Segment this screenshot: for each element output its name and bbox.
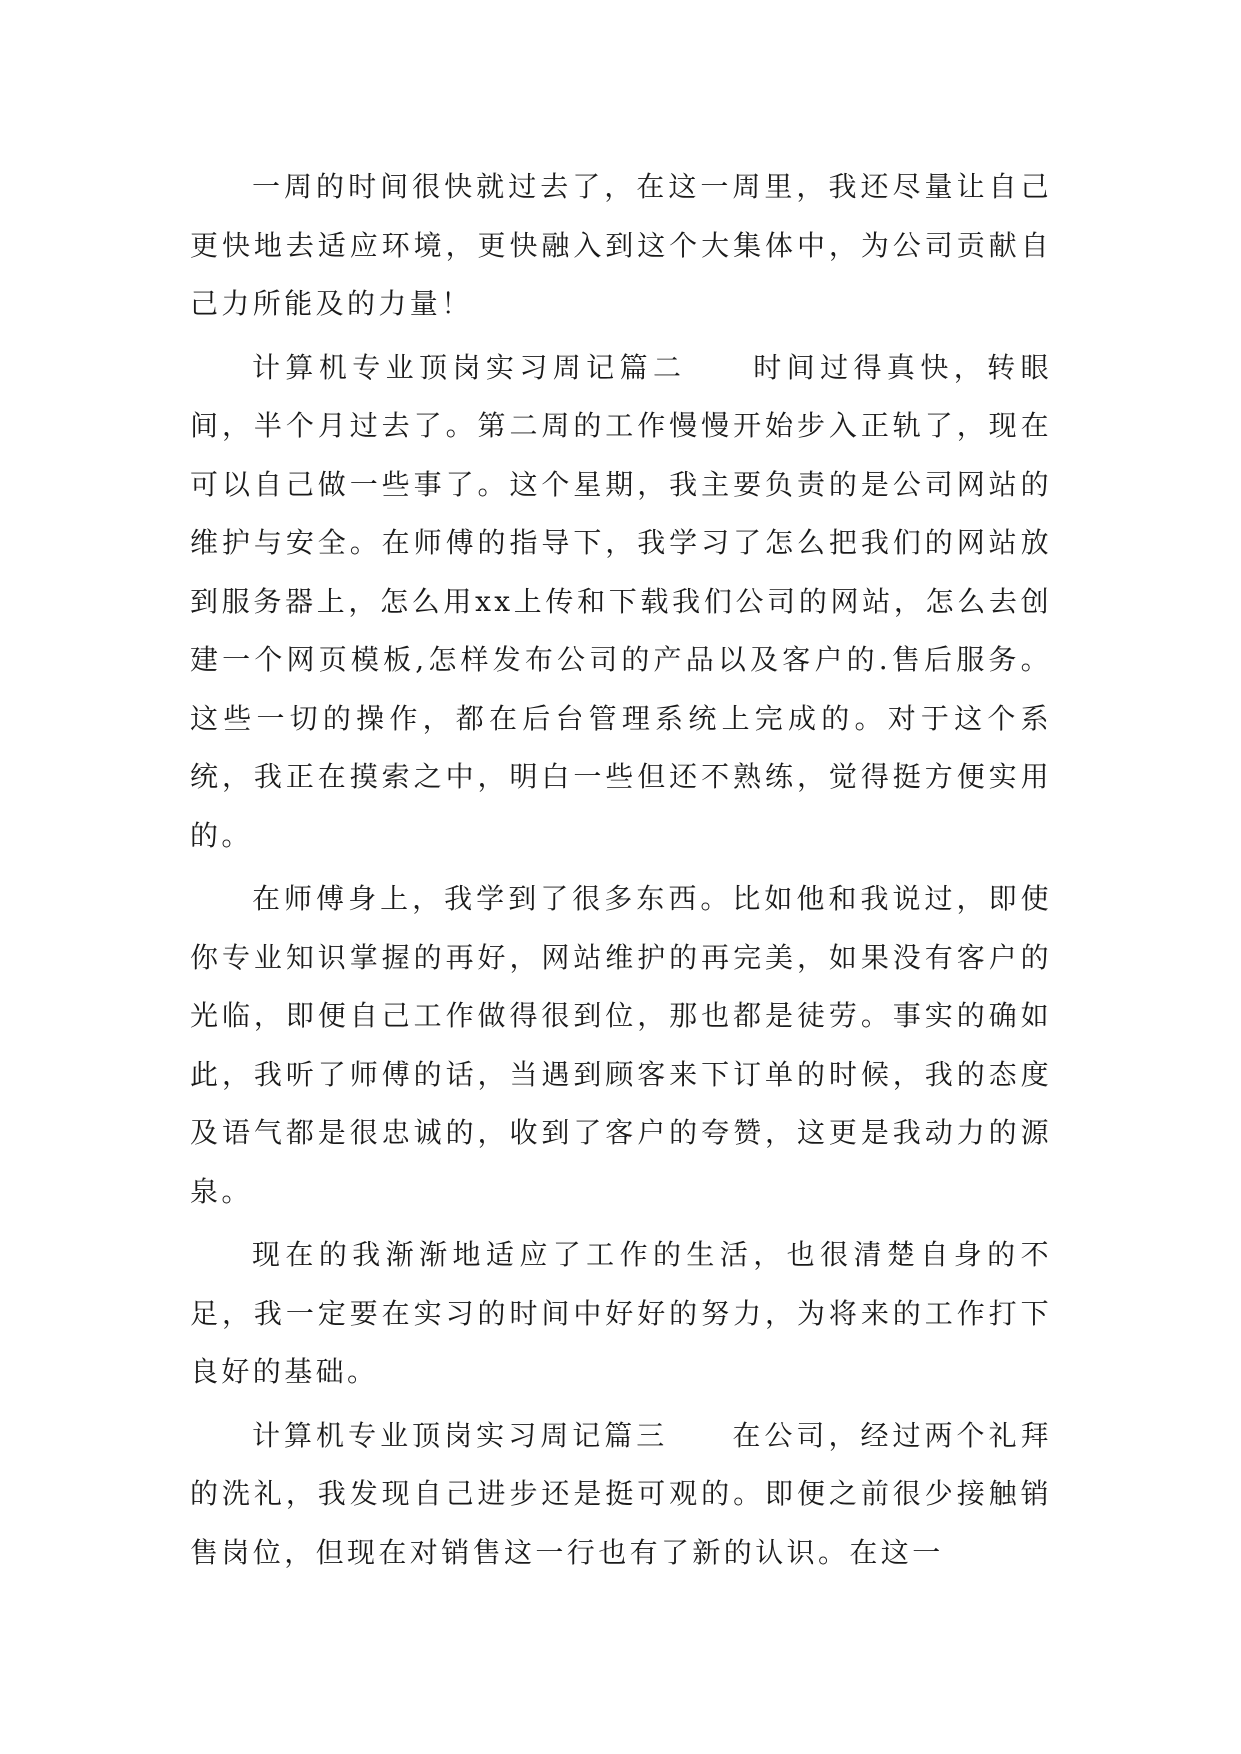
body-text [190, 158, 1052, 1587]
paragraph-2: 计算机专业顶岗实习周记篇二 时间过得真快，转眼间，半个月过去了。第二周的工作慢慢开始步入正轨了，现在可以自己做一些事了。这个星期，我主要负责的是公司网站的维护与安全。在师傅的指导下，我学习了怎么把我们的网站放到服务器上，怎么用xx上传和下载我们公司的网站，怎么去创建一个网页模板,怎样发布公司的产品以及客户的.售后服务。这些一切的操作，都在后台管理系统上完成的。对于这个系统，我正在摸索之中，明白一些但还不熟练，觉得挺方便实用的。 [190, 350, 1052, 852]
paragraph-1: 一周的时间很快就过去了，在这一周里，我还尽量让自己更快地去适应环境，更快融入到这个大集体中，为公司贡献自己力所能及的力量！ [190, 170, 1052, 320]
paragraph-5: 计算机专业顶岗实习周记篇三 在公司，经过两个礼拜的洗礼，我发现自己进步还是挺可观的。即便之前很少接触销售岗位，但现在对销售这一行也有了新的认识。在这一 [190, 1418, 1052, 1569]
paragraph-3: 在师傅身上，我学到了很多东西。比如他和我说过，即使你专业知识掌握的再好，网站维护的再完美，如果没有客户的光临，即便自己工作做得很到位，那也都是徒劳。事实的确如此，我听了师傅的话，当遇到顾客来下订单的时候，我的态度及语气都是很忠诚的，收到了客户的夸赞，这更是我动力的源泉。 [190, 882, 1052, 1208]
paragraph-4: 现在的我渐渐地适应了工作的生活，也很清楚自身的不足，我一定要在实习的时间中好好的努力，为将来的工作打下良好的基础。 [190, 1238, 1052, 1388]
